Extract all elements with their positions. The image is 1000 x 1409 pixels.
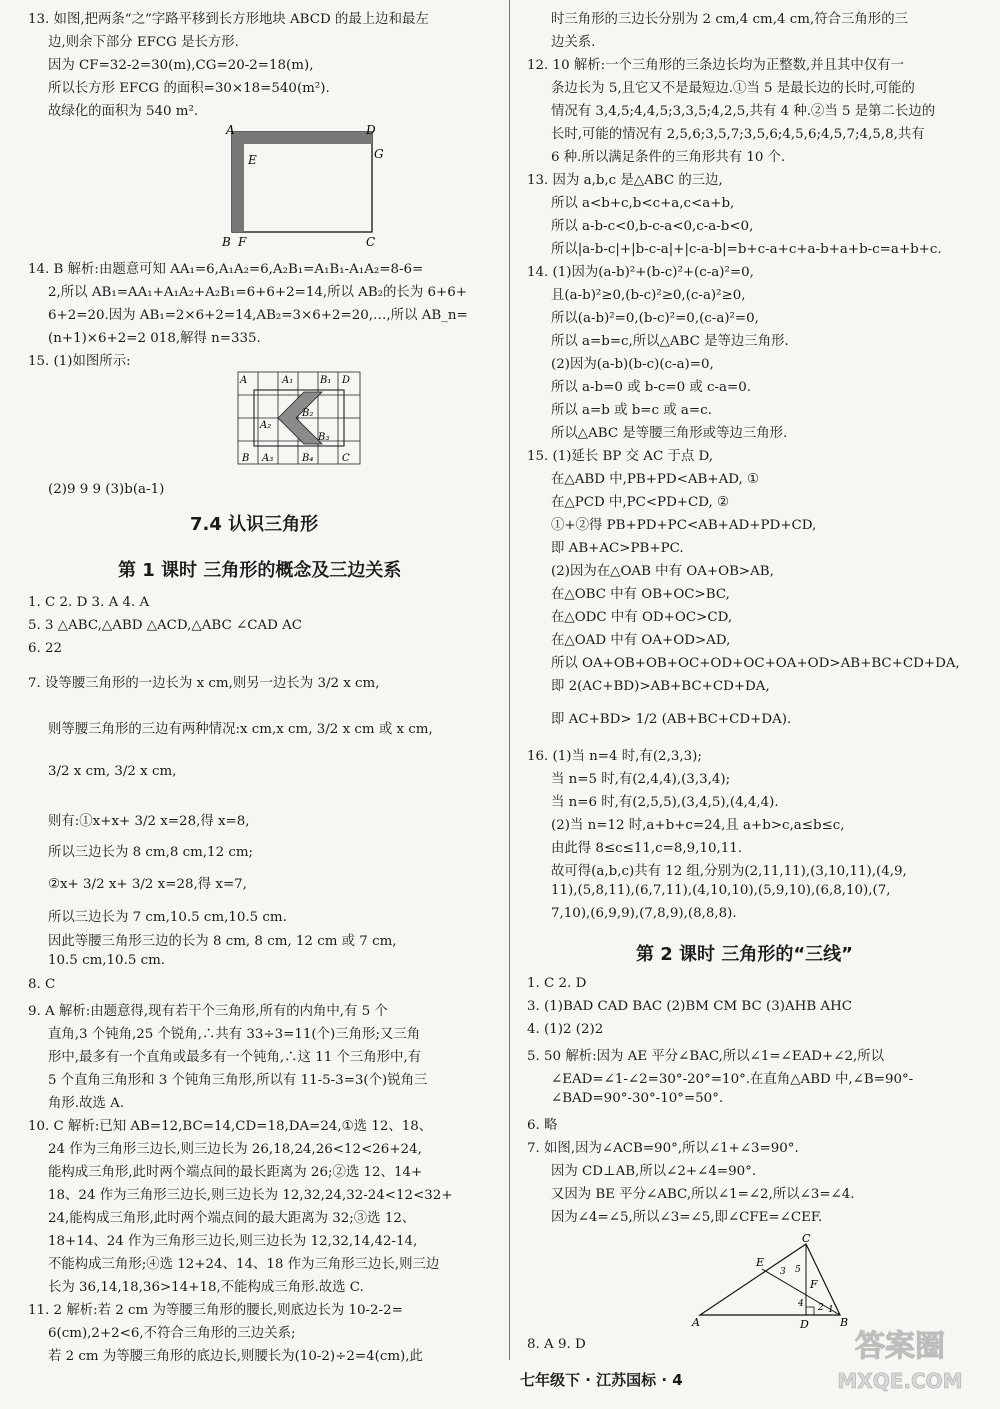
label-a2: A₂ xyxy=(260,420,272,431)
right-text-line: 当 n=6 时,有(2,5,5),(3,4,5),(4,4,4). xyxy=(551,795,779,810)
label-a: A xyxy=(240,375,248,386)
label-b4: B₄ xyxy=(302,453,314,464)
right-text-line: 在△PCD 中,PC<PD+CD, ② xyxy=(551,495,730,510)
right-text-line: 条边长为 5,且它又不是最短边.①当 5 是最长边的长时,可能的 xyxy=(551,81,915,96)
right-text-line: 即 AB+AC>PB+PC. xyxy=(551,541,684,556)
left-text-line: 5 个直角三角形和 3 个钝角三角形,所以有 11-5-3=3(个)锐角三 xyxy=(48,1073,428,1088)
right-text-line: 时三角形的三边长分别为 2 cm,4 cm,4 cm,符合三角形的三 xyxy=(551,12,908,27)
left-text-line: 能构成三角形,此时两个端点间的最长距离为 26;②选 12、14+ xyxy=(48,1165,423,1180)
right-text-line: 即 AC+BD> 1/2 (AB+BC+CD+DA). xyxy=(551,712,792,727)
left-text-line: 8. C xyxy=(28,977,56,992)
left-text-line: 不能构成三角形;④选 12+24、14、18 作为三角形三边长,则三边 xyxy=(48,1257,440,1272)
left-text-line: 7. 设等腰三角形的一边长为 x cm,则另一边长为 3/2 x cm, xyxy=(28,676,380,691)
right-text-line: 7,10),(6,9,9),(7,8,9),(8,8,8). xyxy=(551,906,737,921)
right-text-line: 8. A 9. D xyxy=(527,1337,586,1352)
left-text-line: 6. 22 xyxy=(28,641,63,656)
page-footer: 七年级下 · 江苏国标 · 4 xyxy=(520,1371,683,1389)
left-text-line: 11. 2 解析:若 2 cm 为等腰三角形的腰长,则底边长为 10-2-2= xyxy=(28,1303,403,1318)
right-text-line: 1. C 2. D xyxy=(527,976,587,991)
right-text-line: 15. (1)延长 BP 交 AC 于点 D, xyxy=(527,449,714,464)
left-text-line: 故绿化的面积为 540 m². xyxy=(48,104,199,119)
label-a3: A₃ xyxy=(262,453,274,464)
label-c: C xyxy=(366,235,376,249)
figure-rectangle-abcd xyxy=(220,122,390,250)
label-g: G xyxy=(374,147,384,161)
right-text-line: 3. (1)BAD CAD BAC (2)BM CM BC (3)AHB AHC xyxy=(527,999,853,1014)
label-b: B xyxy=(242,453,250,464)
right-text-line: 12. 10 解析:一个三角形的三条边长均为正整数,并且其中仅有一 xyxy=(527,58,904,73)
angle-4: 4 xyxy=(798,1299,804,1309)
left-text-line: (n+1)×6+2=2 018,解得 n=335. xyxy=(48,331,261,346)
label-d: D xyxy=(800,1318,809,1331)
right-text-line: 16. (1)当 n=4 时,有(2,3,3); xyxy=(527,749,702,764)
left-text-line: 所以三边长为 8 cm,8 cm,12 cm; xyxy=(48,845,254,860)
left-text-line: 15. (1)如图所示: xyxy=(28,354,131,369)
angle-2: 2 xyxy=(818,1303,824,1313)
right-text-line: 5. 50 解析:因为 AE 平分∠BAC,所以∠1=∠EAD+∠2,所以 xyxy=(527,1049,885,1064)
right-text-line: 6 种.所以满足条件的三角形共有 10 个. xyxy=(551,150,786,165)
right-text-line: 在△OAD 中有 OA+OD>AD, xyxy=(551,633,731,648)
left-text-line: 所以长方形 EFCG 的面积=30×18=540(m²). xyxy=(48,81,330,96)
right-text-line: 在△OBC 中有 OB+OC>BC, xyxy=(551,587,730,602)
left-text-line: (2)9 9 9 (3)b(a-1) xyxy=(48,482,165,497)
left-text-line: 9. A 解析:由题意得,现有若干个三角形,所有的内角中,有 5 个 xyxy=(28,1004,388,1019)
label-d: D xyxy=(342,375,351,386)
right-text-line: 即 2(AC+BD)>AB+BC+CD+DA, xyxy=(551,679,770,694)
left-text-line: 边,则余下部分 EFCG 是长方形. xyxy=(48,35,239,50)
right-text-line: 由此得 8≤c≤11,c=8,9,10,11. xyxy=(551,841,743,856)
right-text-line: (2)因为在△OAB 中有 OA+OB>AB, xyxy=(551,564,774,579)
label-f: F xyxy=(810,1278,818,1291)
label-a1: A₁ xyxy=(282,375,294,386)
right-text-line: 当 n=5 时,有(2,4,4),(3,3,4); xyxy=(551,772,731,787)
left-text-line: 10.5 cm,10.5 cm. xyxy=(48,953,166,968)
label-c: C xyxy=(342,453,350,464)
right-text-line: 又因为 BE 平分∠ABC,所以∠1=∠2,所以∠3=∠4. xyxy=(551,1187,855,1202)
left-text-line: 13. 如图,把两条“之”字路平移到长方形地块 ABCD 的最上边和最左 xyxy=(28,12,429,27)
right-text-line: ∠BAD=90°-30°-10°=50°. xyxy=(551,1091,724,1106)
right-text-line: 4. (1)2 (2)2 xyxy=(527,1022,604,1037)
right-text-line: 所以 OA+OB+OB+OC+OD+OC+OA+OD>AB+BC+CD+DA, xyxy=(551,656,960,671)
lesson-1-heading: 第 1 课时 三角形的概念及三边关系 xyxy=(118,560,402,581)
left-text-line: 5. 3 △ABC,△ABD △ACD,△ABC ∠CAD AC xyxy=(28,618,303,633)
right-text-line: 14. (1)因为(a-b)²+(b-c)²+(c-a)²=0, xyxy=(527,265,754,280)
right-text-line: (2)因为(a-b)(b-c)(c-a)=0, xyxy=(551,357,714,372)
left-text-line: 因为 CF=32-2=30(m),CG=20-2=18(m), xyxy=(48,58,314,73)
left-text-line: 6+2=20.因为 AB₁=2×6+2=14,AB₂=3×6+2=20,…,所以 AB_n= xyxy=(48,308,468,323)
label-e: E xyxy=(756,1256,765,1269)
label-b2: B₂ xyxy=(302,408,314,419)
left-text-line: 18、24 作为三角形三边长,则三边长为 12,32,24,32-24<12<32+ xyxy=(48,1188,453,1203)
label-b3: B₃ xyxy=(318,432,330,443)
label-b: B xyxy=(840,1316,849,1329)
label-b1: B₁ xyxy=(320,375,332,386)
left-text-line: 则有:①x+x+ 3/2 x=28,得 x=8, xyxy=(48,814,250,829)
left-text-line: 长为 36,14,18,36>14+18,不能构成三角形.故选 C. xyxy=(48,1280,364,1295)
right-text-line: 所以 a-b-c<0,b-c-a<0,c-a-b<0, xyxy=(551,219,754,234)
right-text-line: 7. 如图,因为∠ACB=90°,所以∠1+∠3=90°. xyxy=(527,1141,799,1156)
left-text-line: 24 作为三角形三边长,则三边长为 26,18,24,26<12<26+24, xyxy=(48,1142,422,1157)
right-text-line: 边关系. xyxy=(551,35,596,50)
section-heading-7-4: 7.4 认识三角形 xyxy=(190,514,319,535)
left-text-line: 因此等腰三角形三边的长为 8 cm, 8 cm, 12 cm 或 7 cm, xyxy=(48,934,397,949)
right-text-line: 所以△ABC 是等腰三角形或等边三角形. xyxy=(551,426,788,441)
left-text-line: 2,所以 AB₁=AA₁+A₁A₂+A₂B₁=6+6+2=14,所以 AB₂的长为 6+6+ xyxy=(48,285,467,300)
lesson-2-heading: 第 2 课时 三角形的“三线” xyxy=(636,944,853,965)
right-text-line: (2)当 n=12 时,a+b+c=24,且 a+b>c,a≤b≤c, xyxy=(551,818,845,833)
left-text-line: 角形.故选 A. xyxy=(48,1096,125,1111)
left-text-line: 所以三边长为 7 cm,10.5 cm,10.5 cm. xyxy=(48,910,287,925)
left-text-line: 6(cm),2+2<6,不符合三角形的三边关系; xyxy=(48,1326,296,1341)
left-text-line: 则等腰三角形的三边有两种情况:x cm,x cm, 3/2 x cm 或 x cm, xyxy=(48,722,433,737)
left-text-line: 直角,3 个钝角,25 个锐角,∴共有 33÷3=11(个)三角形;又三角 xyxy=(48,1027,421,1042)
right-text-line: 所以|a-b-c|+|b-c-a|+|c-a-b|=b+c-a+c+a-b+a+b-c=a+b+c. xyxy=(551,242,942,257)
angle-3: 3 xyxy=(780,1267,786,1277)
left-text-line: 3/2 x cm, 3/2 x cm, xyxy=(48,764,177,779)
svg-text:答案圈: 答案圈 xyxy=(855,1329,945,1364)
left-text-line: 18+14、24 作为三角形三边长,则三边长为 12,32,14,42-14, xyxy=(48,1234,418,1249)
right-text-line: 6. 略 xyxy=(527,1118,558,1133)
right-text-line: 在△ABD 中,PB+PD<AB+AD, ① xyxy=(551,472,760,487)
right-text-line: 故可得(a,b,c)共有 12 组,分别为(2,11,11),(3,10,11),(4,9, xyxy=(551,864,907,879)
right-text-line: 在△ODC 中有 OD+OC>CD, xyxy=(551,610,733,625)
right-text-line: 所以 a<b+c,b<c+a,c<a+b, xyxy=(551,196,735,211)
right-text-line: 所以 a=b 或 b=c 或 a=c. xyxy=(551,403,712,418)
right-text-line: 长时,可能的情况有 2,5,6;3,5,7;3,5,6;4,5,6;4,5,7;4,5,8,共有 xyxy=(551,127,925,142)
left-text-line: 14. B 解析:由题意可知 AA₁=6,A₁A₂=6,A₂B₁=A₁B₁-A₁A₂=8-6= xyxy=(28,262,424,277)
right-text-line: 所以 a-b=0 或 b-c=0 或 c-a=0. xyxy=(551,380,752,395)
svg-text:MXQE.COM: MXQE.COM xyxy=(837,1369,963,1393)
right-text-line: 所以 a=b=c,所以△ABC 是等边三角形. xyxy=(551,334,789,349)
figure-grid-translation xyxy=(234,370,366,470)
left-text-line: 1. C 2. D 3. A 4. A xyxy=(28,595,150,610)
watermark-logo xyxy=(820,1318,980,1398)
right-text-line: ∠EAD=∠1-∠2=30°-20°=10°.在直角△ABD 中,∠B=90°- xyxy=(551,1072,914,1087)
right-text-line: 因为∠4=∠5,所以∠3=∠5,即∠CFE=∠CEF. xyxy=(551,1210,823,1225)
left-text-line: ②x+ 3/2 x+ 3/2 x=28,得 x=7, xyxy=(48,877,247,892)
label-a: A xyxy=(226,123,235,137)
right-text-line: ①+②得 PB+PD+PC<AB+AD+PD+CD, xyxy=(551,518,817,533)
label-b: B xyxy=(222,235,231,249)
left-text-line: 形中,最多有一个直角或最多有一个钝角,∴这 11 个三角形中,有 xyxy=(48,1050,422,1065)
right-text-line: 情况有 3,4,5;4,4,5;3,3,5;4,2,5,共有 4 种.②当 5 是第二长边的 xyxy=(551,104,936,119)
right-text-line: 因为 CD⊥AB,所以∠2+∠4=90°. xyxy=(551,1164,757,1179)
label-f: F xyxy=(238,235,247,249)
angle-1: 1 xyxy=(828,1305,834,1315)
label-a: A xyxy=(692,1316,700,1329)
left-text-line: 24,能构成三角形,此时两个端点间的最大距离为 32;③选 12、 xyxy=(48,1211,416,1226)
right-text-line: 13. 因为 a,b,c 是△ABC 的三边, xyxy=(527,173,723,188)
left-text-line: 若 2 cm 为等腰三角形的底边长,则腰长为(10-2)÷2=4(cm),此 xyxy=(48,1349,423,1364)
figure-triangle-abc xyxy=(690,1232,860,1332)
label-e: E xyxy=(248,153,257,167)
label-d: D xyxy=(366,123,376,137)
label-c: C xyxy=(802,1232,811,1245)
right-text-line: 且(a-b)²≥0,(b-c)²≥0,(c-a)²≥0, xyxy=(551,288,746,303)
angle-5: 5 xyxy=(795,1265,801,1275)
left-text-line: 10. C 解析:已知 AB=12,BC=14,CD=18,DA=24,①选 12、18、 xyxy=(28,1119,433,1134)
column-divider xyxy=(509,0,510,1360)
right-text-line: 11),(5,8,11),(6,7,11),(4,10,10),(5,9,10),(6,8,10),(7, xyxy=(551,883,891,898)
right-text-line: 所以(a-b)²=0,(b-c)²=0,(c-a)²=0, xyxy=(551,311,759,326)
